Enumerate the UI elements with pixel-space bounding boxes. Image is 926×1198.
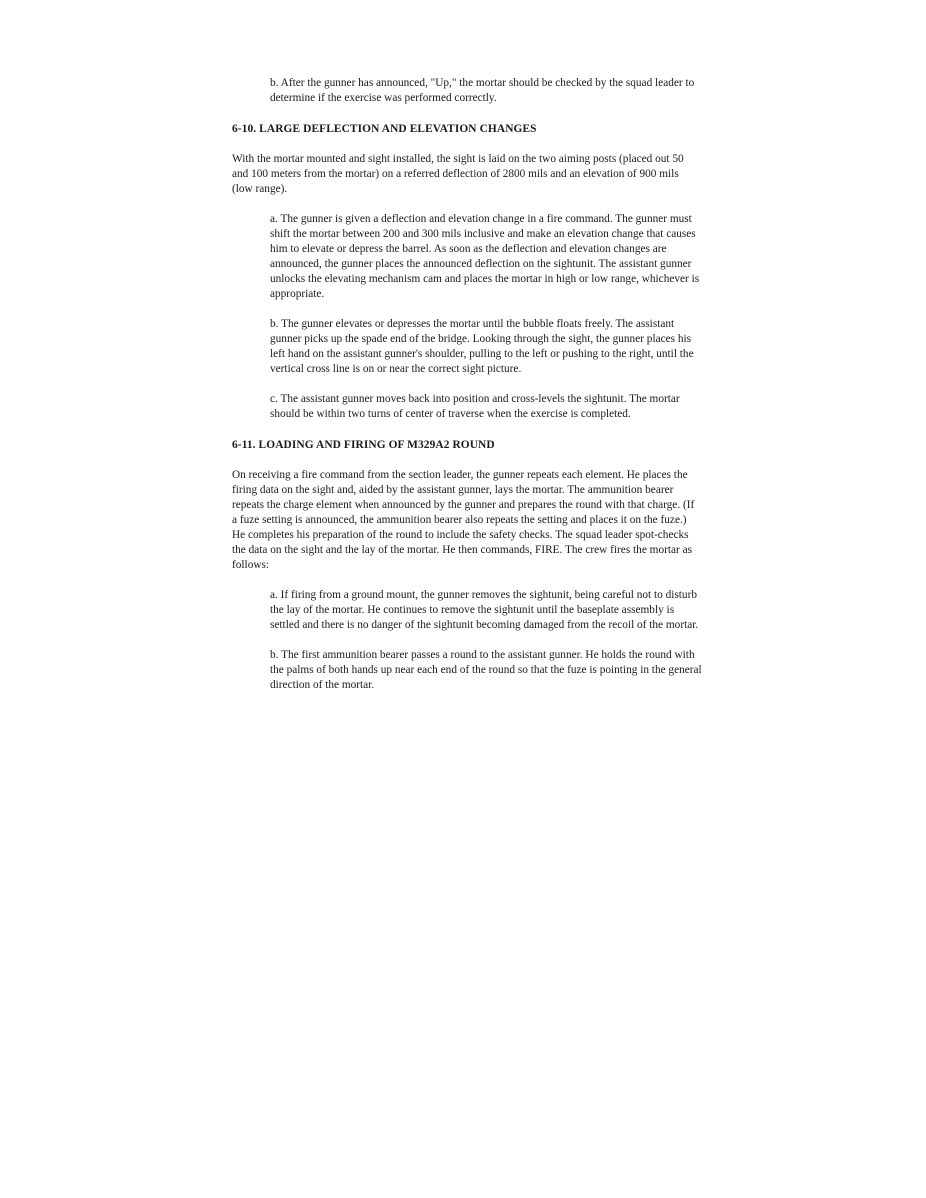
paragraph-6-9-b: b. After the gunner has announced, "Up," the mortar should be checked by the squad leader to determine if the exercise was performed correctly. [270, 77, 695, 104]
paragraph-6-10-a: a. The gunner is given a deflection and elevation change in a fire command. The gunner must shift the mortar between 200 and 300 mils inclusive and make an elevation change that causes him to elevate or depress the barrel. As soon as the deflection and elevation changes are announced, the gunner places the announced deflection on the sightunit. The assistant gunner unlocks the elevating mechanism cam and places the mortar in high or low range, whichever is appropriate. [270, 213, 700, 300]
paragraph-6-10-intro: With the mortar mounted and sight installed, the sight is laid on the two aiming posts (placed out 50 and 100 meters from the mortar) on a referred deflection of 2800 mils and an elevation of 900 mils (low range). [232, 153, 684, 195]
heading-6-11: 6-11. LOADING AND FIRING OF M329A2 ROUND [232, 439, 495, 451]
document-page [232, 76, 702, 693]
paragraph-6-11-intro: On receiving a fire command from the section leader, the gunner repeats each element. He places the firing data on the sight and, aided by the assistant gunner, lays the mortar. The ammunition bearer repeats the charge element when announced by the gunner and prepares the round with that charge. (If a fuze setting is announced, the ammunition bearer also repeats the setting and places it on the fuze.) He completes his preparation of the round to include the safety checks. The squad leader spot-checks the data on the sight and the lay of the mortar. He then commands, FIRE. The crew fires the mortar as follows: [232, 469, 695, 571]
heading-6-10: 6-10. LARGE DEFLECTION AND ELEVATION CHANGES [232, 123, 537, 135]
paragraph-6-10-b: b. The gunner elevates or depresses the mortar until the bubble floats freely. The assistant gunner picks up the spade end of the bridge. Looking through the sight, the gunner places his left hand on the assistant gunner's shoulder, pulling to the left or pushing to the right, until the vertical cross line is on or near the correct sight picture. [270, 318, 694, 375]
paragraph-6-10-c: c. The assistant gunner moves back into position and cross-levels the sightunit. The mortar should be within two turns of center of traverse when the exercise is completed. [270, 393, 680, 420]
paragraph-6-11-a: a. If firing from a ground mount, the gunner removes the sightunit, being careful not to disturb the lay of the mortar. He continues to remove the sightunit until the baseplate assembly is settled and there is no danger of the sightunit becoming damaged from the recoil of the mortar. [270, 589, 699, 631]
paragraph-6-11-b: b. The first ammunition bearer passes a round to the assistant gunner. He holds the round with the palms of both hands up near each end of the round so that the fuze is pointing in the general direction of the mortar. [270, 649, 702, 691]
